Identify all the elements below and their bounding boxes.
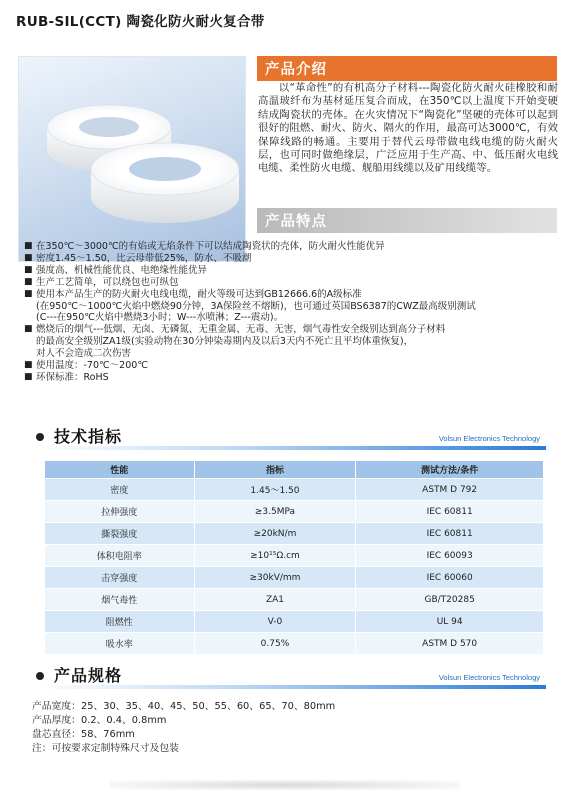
spec-core-diameter: 盘芯直径：58、76mm — [32, 729, 135, 740]
feature-item — [22, 289, 552, 325]
features-heading: 产品特点 — [257, 208, 557, 233]
feature-item — [22, 372, 552, 384]
features-list — [22, 241, 552, 384]
cell-value: 1.45～1.50 — [194, 479, 356, 501]
intro-paragraph: 以“革命性”的有机高分子材料---陶瓷化防火耐火硅橡胶和耐高温玻纤布为基材延压复合而成，在350℃以上温度下开始变硬结成陶瓷状的壳体。在火灾情况下“陶瓷化”坚硬的壳体可以起到很好的阻燃、耐火、防火、隔火的作用，最高可达3000℃，有效保障线路的畅通。主要用于替代云母带做电线电缆的防火耐火层，也可同时做绝缘层，广泛应用于生产高、中、低压耐火电线电缆、柔性防火电缆、舰船用线缆以及矿用线缆等。 — [258, 82, 558, 175]
cell-property: 密度 — [45, 479, 195, 501]
feature-text: 对人不会造成二次伤害 — [36, 348, 132, 360]
intro-heading: 产品介绍 — [257, 56, 557, 81]
bullet-icon: ■ — [24, 264, 33, 275]
feature-item — [22, 277, 552, 289]
cell-property: 撕裂强度 — [45, 523, 195, 545]
table-row — [45, 545, 544, 567]
feature-text: 使用本产品生产的防火耐火电线电缆，耐火等级可达到GB12666.6的A级标准 — [36, 288, 362, 300]
brand-text: Volsun Electronics Technology — [438, 434, 540, 443]
cell-method: IEC 60811 — [356, 523, 544, 545]
cell-method: UL 94 — [356, 611, 544, 633]
cell-value: ≥3.5MPa — [194, 501, 356, 523]
cell-method: IEC 60811 — [356, 501, 544, 523]
table-row — [45, 633, 544, 655]
feature-item — [22, 324, 552, 360]
table-row — [45, 567, 544, 589]
feature-text: (在950℃～1000℃火焰中燃烧90分钟，3A保险丝不熔断)，也可通过英国BS6387的CWZ最高级别测试 — [36, 300, 476, 312]
cell-property: 阻燃性 — [45, 611, 195, 633]
table-row — [45, 479, 544, 501]
cell-value: ≥10¹⁵Ω.cm — [194, 545, 356, 567]
feature-item — [22, 241, 552, 253]
feature-text: 密度1.45～1.50，比云母带低25%，防水、不吸潮 — [36, 252, 252, 264]
header-method: 测试方法/条件 — [356, 461, 544, 479]
cell-method: GB/T20285 — [356, 589, 544, 611]
cell-method: ASTM D 570 — [356, 633, 544, 655]
cell-value: ZA1 — [194, 589, 356, 611]
feature-item — [22, 360, 552, 372]
feature-text: 在350℃～3000℃的有焰或无焰条件下可以结成陶瓷状的壳体，防火耐火性能优异 — [36, 241, 385, 252]
bullet-icon: ■ — [24, 371, 33, 382]
document-title: RUB-SIL(CCT) 陶瓷化防火耐火复合带 — [16, 14, 265, 30]
cell-value: ≥30kV/mm — [194, 567, 356, 589]
bullet-icon: ■ — [24, 288, 33, 299]
header-value: 指标 — [194, 461, 356, 479]
table-row — [45, 611, 544, 633]
cell-value: ≥20kN/m — [194, 523, 356, 545]
feature-text: 燃烧后的烟气---低烟、无卤、无磷氮、无重金属、无毒、无害，烟气毒性安全级别达到高分子材料 — [36, 324, 446, 336]
spec-note: 注：可按要求定制特殊尺寸及包装 — [32, 743, 179, 754]
table-header-row — [45, 461, 544, 479]
cell-property: 烟气毒性 — [45, 589, 195, 611]
feature-text: 生产工艺简单，可以绕包也可纵包 — [36, 276, 179, 288]
spec-heading: 产品规格 — [54, 666, 123, 685]
table-row — [45, 501, 544, 523]
feature-text: 使用温度：-70℃～200℃ — [36, 360, 148, 372]
feature-item — [22, 253, 552, 265]
section-bullet-icon — [36, 433, 44, 441]
cell-method: ASTM D 792 — [356, 479, 544, 501]
bullet-icon: ■ — [24, 360, 33, 371]
feature-item — [22, 265, 552, 277]
spec-thickness: 产品厚度：0.2、0.4、0.8mm — [32, 715, 167, 726]
footer-decoration — [110, 780, 460, 790]
header-property: 性能 — [45, 461, 195, 479]
bullet-icon: ■ — [24, 252, 33, 263]
feature-text: 强度高、机械性能优良、电绝缘性能优异 — [36, 264, 208, 276]
tape-rolls-image — [19, 57, 246, 262]
section-divider — [36, 685, 546, 689]
feature-text: (C---在950℃火焰中燃烧3小时；W---水喷淋；Z---震动)。 — [36, 312, 284, 324]
section-bullet-icon — [36, 672, 44, 680]
tech-spec-table — [44, 460, 544, 655]
bullet-icon: ■ — [24, 241, 33, 251]
section-divider — [36, 446, 546, 450]
cell-value: V-0 — [194, 611, 356, 633]
spec-width: 产品宽度：25、30、35、40、45、50、55、60、65、70、80mm — [32, 701, 336, 712]
cell-property: 击穿强度 — [45, 567, 195, 589]
cell-property: 体积电阻率 — [45, 545, 195, 567]
cell-value: 0.75% — [194, 633, 356, 655]
cell-property: 拉伸强度 — [45, 501, 195, 523]
cell-method: IEC 60060 — [356, 567, 544, 589]
bullet-icon: ■ — [24, 324, 33, 335]
cell-method: IEC 60093 — [356, 545, 544, 567]
spec-section-header — [36, 663, 546, 689]
cell-property: 吸水率 — [45, 633, 195, 655]
tech-heading: 技术指标 — [54, 427, 123, 446]
table-row — [45, 589, 544, 611]
brand-text: Volsun Electronics Technology — [438, 673, 540, 682]
bullet-icon: ■ — [24, 276, 33, 287]
spec-list — [32, 700, 335, 756]
feature-text: 的最高安全级别ZA1级(实验动物在30分钟染毒期内及以后3天内不死亡且平均体重恢复)， — [36, 336, 414, 348]
table-row — [45, 523, 544, 545]
tech-section-header — [36, 424, 546, 450]
feature-text: 环保标准：RoHS — [36, 371, 109, 383]
product-photo — [18, 56, 246, 262]
